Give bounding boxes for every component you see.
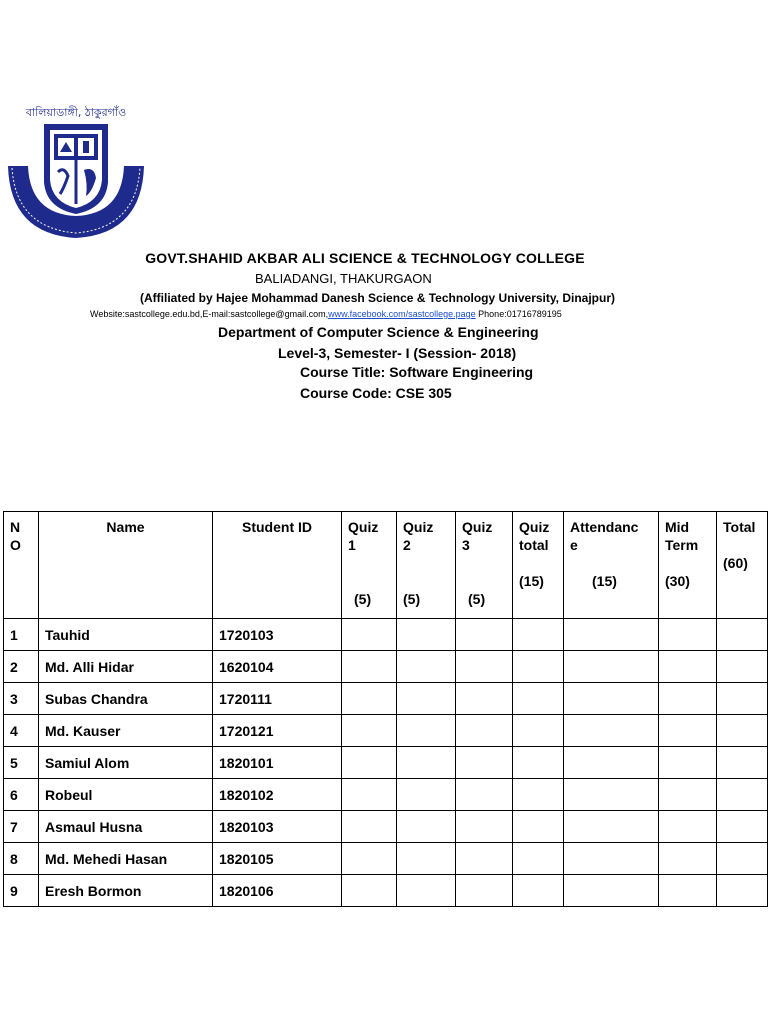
row-name: Md. Mehedi Hasan: [39, 843, 213, 875]
table-row: [4, 779, 768, 811]
quiz-2-cell[interactable]: [397, 619, 456, 651]
row-name: Md. Alli Hidar: [39, 651, 213, 683]
quiz-3-cell[interactable]: [456, 843, 513, 875]
row-student-id: 1820101: [213, 747, 342, 779]
row-student-id: 1820105: [213, 843, 342, 875]
attendance-cell[interactable]: [564, 715, 659, 747]
row-name: Samiul Alom: [39, 747, 213, 779]
department-title: Department of Computer Science & Engineering: [218, 324, 539, 340]
total-cell[interactable]: [717, 715, 768, 747]
quiz-total-cell[interactable]: [513, 715, 564, 747]
course-title: Course Title: Software Engineering: [300, 364, 534, 380]
row-name: Robeul: [39, 779, 213, 811]
mid-term-cell[interactable]: [659, 619, 717, 651]
table-row: [4, 683, 768, 715]
college-location: BALIADANGI, THAKURGAON: [255, 271, 432, 286]
total-cell[interactable]: [717, 747, 768, 779]
row-student-id: 1720121: [213, 715, 342, 747]
table-row: [4, 619, 768, 651]
marks-table: [3, 511, 768, 907]
logo-top-text: বালিয়াডাঙ্গী, ঠাকুরগাঁও: [25, 106, 127, 119]
table-row: [4, 715, 768, 747]
contact-phone: Phone:01716789195: [475, 309, 562, 319]
quiz-2-cell[interactable]: [397, 651, 456, 683]
college-logo: [6, 96, 146, 242]
quiz-3-cell[interactable]: [456, 715, 513, 747]
quiz-1-cell[interactable]: [342, 843, 397, 875]
row-student-id: 1720103: [213, 619, 342, 651]
total-cell[interactable]: [717, 683, 768, 715]
attendance-cell[interactable]: [564, 779, 659, 811]
row-student-id: 1820102: [213, 779, 342, 811]
attendance-cell[interactable]: [564, 651, 659, 683]
mid-term-cell[interactable]: [659, 747, 717, 779]
quiz-3-cell[interactable]: [456, 875, 513, 907]
header-quiz-3: Quiz 3 (5): [456, 512, 513, 619]
table-row: [4, 651, 768, 683]
mid-term-cell[interactable]: [659, 875, 717, 907]
row-name: Subas Chandra: [39, 683, 213, 715]
row-no: 8: [4, 843, 39, 875]
header-total: Total (60): [717, 512, 768, 619]
quiz-2-cell[interactable]: [397, 779, 456, 811]
row-student-id: 1620104: [213, 651, 342, 683]
mid-term-cell[interactable]: [659, 811, 717, 843]
quiz-3-cell[interactable]: [456, 811, 513, 843]
mid-term-cell[interactable]: [659, 843, 717, 875]
header-attendance: Attendanc e (15): [564, 512, 659, 619]
total-cell[interactable]: [717, 779, 768, 811]
quiz-2-cell[interactable]: [397, 811, 456, 843]
header-mid-term: Mid Term (30): [659, 512, 717, 619]
quiz-3-cell[interactable]: [456, 683, 513, 715]
row-name: Tauhid: [39, 619, 213, 651]
attendance-cell[interactable]: [564, 619, 659, 651]
quiz-3-cell[interactable]: [456, 747, 513, 779]
header-no: N O: [4, 512, 39, 619]
college-name: GOVT.SHAHID AKBAR ALI SCIENCE & TECHNOLOGY COLLEGE: [145, 250, 585, 266]
facebook-link[interactable]: www.facebook.com/sastcollege.page: [328, 309, 476, 319]
attendance-cell[interactable]: [564, 747, 659, 779]
quiz-1-cell[interactable]: [342, 779, 397, 811]
header-name: Name: [39, 512, 213, 619]
header-quiz-1: Quiz 1 (5): [342, 512, 397, 619]
attendance-cell[interactable]: [564, 811, 659, 843]
quiz-1-cell[interactable]: [342, 651, 397, 683]
quiz-1-cell[interactable]: [342, 875, 397, 907]
quiz-2-cell[interactable]: [397, 715, 456, 747]
total-cell[interactable]: [717, 651, 768, 683]
header-row: [4, 512, 768, 619]
quiz-2-cell[interactable]: [397, 683, 456, 715]
course-code: Course Code: CSE 305: [300, 385, 452, 401]
row-no: 1: [4, 619, 39, 651]
table-row: [4, 843, 768, 875]
quiz-total-cell[interactable]: [513, 683, 564, 715]
quiz-total-cell[interactable]: [513, 843, 564, 875]
quiz-total-cell[interactable]: [513, 619, 564, 651]
total-cell[interactable]: [717, 811, 768, 843]
quiz-2-cell[interactable]: [397, 843, 456, 875]
row-student-id: 1720111: [213, 683, 342, 715]
quiz-1-cell[interactable]: [342, 747, 397, 779]
quiz-3-cell[interactable]: [456, 651, 513, 683]
row-student-id: 1820106: [213, 875, 342, 907]
row-student-id: 1820103: [213, 811, 342, 843]
quiz-1-cell[interactable]: [342, 619, 397, 651]
mid-term-cell[interactable]: [659, 715, 717, 747]
total-cell[interactable]: [717, 619, 768, 651]
mid-term-cell[interactable]: [659, 651, 717, 683]
total-cell[interactable]: [717, 875, 768, 907]
row-no: 3: [4, 683, 39, 715]
quiz-1-cell[interactable]: [342, 811, 397, 843]
header-quiz-total: Quiz total (15): [513, 512, 564, 619]
quiz-3-cell[interactable]: [456, 779, 513, 811]
level-semester: Level-3, Semester- I (Session- 2018): [278, 345, 517, 361]
contact-line: [90, 309, 562, 319]
quiz-1-cell[interactable]: [342, 715, 397, 747]
header-student-id: Student ID: [213, 512, 342, 619]
quiz-2-cell[interactable]: [397, 875, 456, 907]
row-no: 2: [4, 651, 39, 683]
table-row: [4, 875, 768, 907]
row-name: Asmaul Husna: [39, 811, 213, 843]
attendance-cell[interactable]: [564, 843, 659, 875]
table-row: [4, 747, 768, 779]
header-quiz-2: Quiz 2 (5): [397, 512, 456, 619]
row-no: 4: [4, 715, 39, 747]
attendance-cell[interactable]: [564, 875, 659, 907]
row-no: 6: [4, 779, 39, 811]
row-name: Md. Kauser: [39, 715, 213, 747]
contact-website-email: Website:sastcollege.edu.bd,E-mail:sastcollege@gmail.com,: [90, 309, 329, 319]
quiz-total-cell[interactable]: [513, 779, 564, 811]
mid-term-cell[interactable]: [659, 683, 717, 715]
quiz-total-cell[interactable]: [513, 651, 564, 683]
attendance-cell[interactable]: [564, 683, 659, 715]
quiz-total-cell[interactable]: [513, 811, 564, 843]
total-cell[interactable]: [717, 843, 768, 875]
quiz-3-cell[interactable]: [456, 619, 513, 651]
table-row: [4, 811, 768, 843]
row-no: 9: [4, 875, 39, 907]
affiliation-line: (Affiliated by Hajee Mohammad Danesh Science & Technology University, Dinajpur): [140, 291, 615, 305]
row-no: 5: [4, 747, 39, 779]
quiz-2-cell[interactable]: [397, 747, 456, 779]
quiz-total-cell[interactable]: [513, 747, 564, 779]
row-name: Eresh Bormon: [39, 875, 213, 907]
quiz-1-cell[interactable]: [342, 683, 397, 715]
quiz-total-cell[interactable]: [513, 875, 564, 907]
mid-term-cell[interactable]: [659, 779, 717, 811]
row-no: 7: [4, 811, 39, 843]
